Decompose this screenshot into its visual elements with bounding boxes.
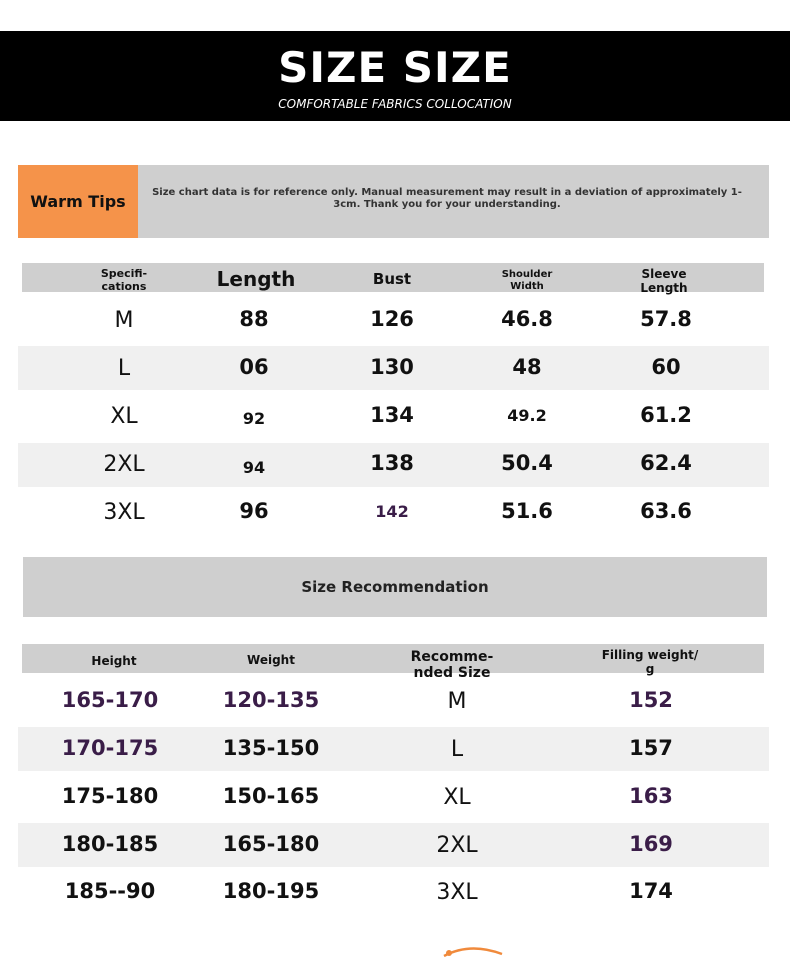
- shoulder-cell: 46.8: [501, 307, 553, 331]
- page-subtitle: COMFORTABLE FABRICS COLLOCATION: [278, 97, 512, 111]
- table-row: [18, 679, 769, 723]
- height-cell: 180-185: [61, 832, 159, 856]
- height-cell: 185--90: [64, 879, 156, 903]
- shoulder-cell: 49.2: [507, 406, 547, 425]
- filling-weight-cell: 163: [629, 784, 673, 808]
- header-recommended-size: Recomme- nded Size: [410, 649, 494, 681]
- recommended-size-cell: 2XL: [436, 833, 478, 858]
- filling-weight-cell: 174: [629, 879, 673, 903]
- recommended-size-cell: XL: [443, 785, 471, 810]
- bust-cell: 126: [370, 307, 414, 331]
- sleeve-cell: 60: [651, 355, 681, 379]
- length-cell: 88: [239, 307, 269, 331]
- table-row: [18, 394, 769, 438]
- size-recommendation-title: Size Recommendation: [301, 578, 489, 596]
- bust-cell: 138: [370, 451, 414, 475]
- weight-cell: 180-195: [222, 879, 320, 903]
- recommended-size-cell: L: [450, 737, 464, 762]
- filling-weight-cell: 157: [629, 736, 673, 760]
- table-row: [18, 727, 769, 771]
- size-cell: L: [117, 356, 131, 381]
- size-table-header: [22, 263, 764, 295]
- size-cell: XL: [110, 404, 138, 429]
- height-cell: 165-170: [61, 688, 159, 712]
- shoulder-cell: 50.4: [501, 451, 553, 475]
- length-cell: 94: [242, 458, 266, 477]
- table-row: [18, 823, 769, 867]
- bust-cell: 134: [370, 403, 414, 427]
- sleeve-cell: 63.6: [640, 499, 692, 523]
- recommended-size-cell: M: [447, 689, 467, 714]
- header-filling-weight: Filling weight/ g: [601, 648, 699, 676]
- swoosh-decoration-icon: [440, 944, 510, 957]
- header-shoulder-width: Shoulder Width: [501, 269, 553, 292]
- header-bust: Bust: [372, 270, 412, 288]
- length-cell: 92: [242, 409, 266, 428]
- recommendation-table-header: [22, 644, 764, 681]
- weight-cell: 120-135: [222, 688, 320, 712]
- page-title: SIZE SIZE: [278, 43, 512, 92]
- filling-weight-cell: 169: [629, 832, 673, 856]
- length-cell: 96: [239, 499, 269, 523]
- table-row: [18, 443, 769, 487]
- warm-tips-text: Size chart data is for reference only. Manual measurement may result in a deviation of approximately 1-3cm. Thank you for your understanding.: [152, 187, 742, 210]
- height-cell: 170-175: [61, 736, 159, 760]
- table-row: [18, 297, 769, 341]
- sleeve-cell: 61.2: [640, 403, 692, 427]
- shoulder-cell: 51.6: [501, 499, 553, 523]
- table-row: [18, 775, 769, 819]
- height-cell: 175-180: [61, 784, 159, 808]
- weight-cell: 135-150: [222, 736, 320, 760]
- shoulder-cell: 48: [512, 355, 542, 379]
- weight-cell: 165-180: [222, 832, 320, 856]
- header-length: Length: [216, 267, 296, 291]
- bust-cell: 142: [375, 502, 409, 521]
- size-cell: 3XL: [103, 500, 145, 525]
- table-row: [18, 490, 769, 534]
- sleeve-cell: 57.8: [640, 307, 692, 331]
- warm-tips-box: [18, 165, 769, 238]
- warm-tips-label: Warm Tips: [18, 165, 138, 238]
- size-cell: 2XL: [103, 452, 145, 477]
- length-cell: 06: [239, 355, 269, 379]
- header-weight: Weight: [247, 653, 295, 667]
- header-banner: [0, 31, 790, 121]
- header-sleeve-length: Sleeve Length: [640, 267, 688, 295]
- filling-weight-cell: 152: [629, 688, 673, 712]
- bust-cell: 130: [370, 355, 414, 379]
- table-row: [18, 871, 769, 915]
- recommended-size-cell: 3XL: [436, 880, 478, 905]
- weight-cell: 150-165: [222, 784, 320, 808]
- sleeve-cell: 62.4: [640, 451, 692, 475]
- header-height: Height: [91, 654, 137, 668]
- size-recommendation-banner: [23, 557, 767, 617]
- size-cell: M: [114, 308, 134, 333]
- header-specifications: Specifi- cations: [100, 267, 148, 293]
- table-row: [18, 346, 769, 390]
